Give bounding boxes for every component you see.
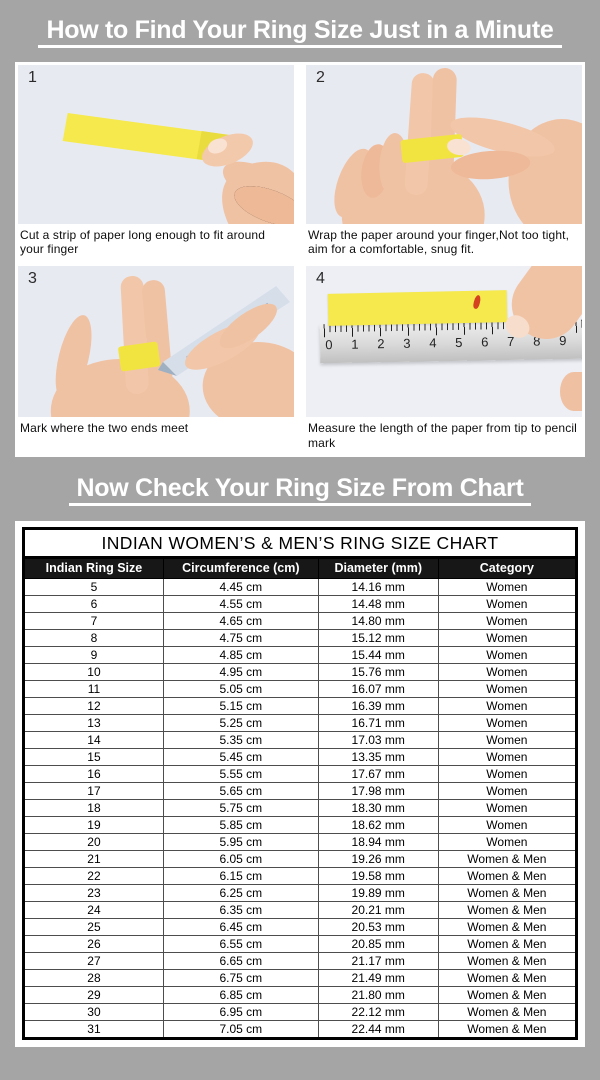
ring-size-cell: 15.76 mm xyxy=(318,663,438,680)
ring-size-cell: 16.07 mm xyxy=(318,680,438,697)
ring-size-cell: Women & Men xyxy=(438,901,576,918)
ring-size-cell: 4.95 cm xyxy=(163,663,318,680)
ring-size-cell: 22 xyxy=(24,867,164,884)
ring-size-cell: Women & Men xyxy=(438,918,576,935)
step-4-number: 4 xyxy=(316,270,325,288)
ring-size-row xyxy=(24,833,577,850)
step-3-photo xyxy=(18,266,294,417)
ring-size-cell: 6.05 cm xyxy=(163,850,318,867)
ring-size-cell: 19 xyxy=(24,816,164,833)
page-title xyxy=(0,14,600,47)
paper-strip-illustration xyxy=(18,65,294,224)
ring-size-cell: 21.17 mm xyxy=(318,952,438,969)
ring-size-cell: 4.55 cm xyxy=(163,595,318,612)
step-1 xyxy=(18,65,294,261)
ring-size-cell: 19.89 mm xyxy=(318,884,438,901)
ring-size-cell: 15.12 mm xyxy=(318,629,438,646)
ring-size-cell: 6.75 cm xyxy=(163,969,318,986)
step-3-caption: Mark where the two ends meet xyxy=(20,421,189,436)
ring-size-cell: 4.45 cm xyxy=(163,578,318,595)
ruler-number: 2 xyxy=(376,336,385,352)
step-2 xyxy=(306,65,582,261)
step-1-number: 1 xyxy=(28,68,37,86)
step-2-photo xyxy=(306,65,582,224)
ring-size-cell: 5.75 cm xyxy=(163,799,318,816)
ring-size-row xyxy=(24,714,577,731)
ring-size-cell: 17.03 mm xyxy=(318,731,438,748)
step-4 xyxy=(306,266,582,454)
mark-paper-illustration xyxy=(18,266,294,417)
ring-size-cell: Women xyxy=(438,714,576,731)
ring-size-cell: 18.62 mm xyxy=(318,816,438,833)
ring-size-row xyxy=(24,680,577,697)
ruler-number: 4 xyxy=(428,335,437,351)
ring-size-cell: 16 xyxy=(24,765,164,782)
ring-size-cell: 20.85 mm xyxy=(318,935,438,952)
ring-size-cell: 21 xyxy=(24,850,164,867)
ruler-number: 8 xyxy=(532,333,541,349)
ring-size-cell: Women xyxy=(438,816,576,833)
step-2-number: 2 xyxy=(316,68,325,86)
ring-size-cell: 5.25 cm xyxy=(163,714,318,731)
ring-size-cell: 5.85 cm xyxy=(163,816,318,833)
ring-size-row xyxy=(24,646,577,663)
ring-size-cell: 18 xyxy=(24,799,164,816)
ring-size-cell: 19.26 mm xyxy=(318,850,438,867)
steps-panel xyxy=(15,62,585,458)
ring-size-row xyxy=(24,918,577,935)
ring-size-cell: 17.98 mm xyxy=(318,782,438,799)
ring-size-row xyxy=(24,765,577,782)
header-category: Category xyxy=(438,557,576,578)
ring-size-row xyxy=(24,1020,577,1038)
ring-size-cell: 29 xyxy=(24,986,164,1003)
ring-size-cell: 25 xyxy=(24,918,164,935)
header-indian-ring-size: Indian Ring Size xyxy=(24,557,164,578)
ring-size-cell: 4.65 cm xyxy=(163,612,318,629)
ring-size-row xyxy=(24,663,577,680)
ring-size-cell: 6.25 cm xyxy=(163,884,318,901)
ring-size-cell: 5.65 cm xyxy=(163,782,318,799)
ring-size-cell: 26 xyxy=(24,935,164,952)
ring-size-row xyxy=(24,595,577,612)
ruler-number: 9 xyxy=(558,333,567,349)
ring-size-cell: 21.80 mm xyxy=(318,986,438,1003)
corner-fingertip xyxy=(560,372,582,411)
ring-size-cell: Women xyxy=(438,578,576,595)
ring-size-cell: 14.48 mm xyxy=(318,595,438,612)
ring-size-cell: 22.12 mm xyxy=(318,1003,438,1020)
chart-header-row xyxy=(24,557,577,578)
ring-size-cell: Women xyxy=(438,748,576,765)
ruler-number: 7 xyxy=(506,334,515,350)
ring-size-cell: 20.53 mm xyxy=(318,918,438,935)
ruler-number: 3 xyxy=(402,335,411,351)
ring-size-cell: 6 xyxy=(24,595,164,612)
wrap-finger-illustration xyxy=(306,65,582,224)
ring-size-cell: 5 xyxy=(24,578,164,595)
ring-size-cell: 6.95 cm xyxy=(163,1003,318,1020)
ring-size-cell: Women xyxy=(438,663,576,680)
ring-size-cell: Women xyxy=(438,612,576,629)
ring-size-cell: 6.45 cm xyxy=(163,918,318,935)
ring-size-row xyxy=(24,901,577,918)
ring-size-chart-panel xyxy=(15,521,585,1047)
ruler-number: 5 xyxy=(454,334,463,351)
ring-size-cell: 20.21 mm xyxy=(318,901,438,918)
ring-size-cell: 24 xyxy=(24,901,164,918)
step-3-number: 3 xyxy=(28,270,37,288)
ring-size-cell: 22.44 mm xyxy=(318,1020,438,1038)
ring-size-cell: 5.05 cm xyxy=(163,680,318,697)
ring-size-cell: 8 xyxy=(24,629,164,646)
ring-size-cell: Women xyxy=(438,595,576,612)
ring-size-row xyxy=(24,578,577,595)
ring-size-cell: Women xyxy=(438,697,576,714)
ring-size-cell: 19.58 mm xyxy=(318,867,438,884)
ring-size-cell: 4.75 cm xyxy=(163,629,318,646)
ring-size-row xyxy=(24,748,577,765)
ring-size-cell: Women xyxy=(438,765,576,782)
ring-size-cell: 7.05 cm xyxy=(163,1020,318,1038)
ring-size-cell: 15.44 mm xyxy=(318,646,438,663)
step-2-caption: Wrap the paper around your finger,Not too tight, aim for a comfortable, snug fit. xyxy=(308,227,570,256)
ruler-number: 6 xyxy=(480,334,489,350)
chart-title: INDIAN WOMEN’S & MEN’S RING SIZE CHART xyxy=(24,528,577,557)
ring-size-cell: 5.35 cm xyxy=(163,731,318,748)
ring-size-row xyxy=(24,952,577,969)
ring-size-cell: 12 xyxy=(24,697,164,714)
ring-size-cell: Women & Men xyxy=(438,952,576,969)
ruler-number: 1 xyxy=(350,336,359,352)
ring-size-cell: 14 xyxy=(24,731,164,748)
ring-size-table xyxy=(22,527,578,1040)
ring-size-row xyxy=(24,935,577,952)
ring-size-row xyxy=(24,1003,577,1020)
ring-size-cell: 18.94 mm xyxy=(318,833,438,850)
ring-size-cell: 14.16 mm xyxy=(318,578,438,595)
ring-size-row xyxy=(24,884,577,901)
ring-size-cell: Women xyxy=(438,782,576,799)
step-3 xyxy=(18,266,294,454)
ring-size-cell: 20 xyxy=(24,833,164,850)
chart-section-title xyxy=(0,472,600,505)
ring-size-cell: Women xyxy=(438,799,576,816)
ring-size-cell: Women xyxy=(438,629,576,646)
ring-size-row xyxy=(24,986,577,1003)
ring-size-cell: 5.15 cm xyxy=(163,697,318,714)
chart-section-title-text: Now Check Your Ring Size From Chart xyxy=(69,474,532,506)
ring-size-cell: 17 xyxy=(24,782,164,799)
ring-size-row xyxy=(24,782,577,799)
ring-size-row xyxy=(24,969,577,986)
ring-size-cell: Women & Men xyxy=(438,935,576,952)
ring-size-cell: 31 xyxy=(24,1020,164,1038)
ring-size-cell: Women & Men xyxy=(438,867,576,884)
header-circumference: Circumference (cm) xyxy=(163,557,318,578)
ring-size-cell: 16.71 mm xyxy=(318,714,438,731)
ring-size-row xyxy=(24,697,577,714)
ring-size-cell: 5.45 cm xyxy=(163,748,318,765)
ring-size-cell: 23 xyxy=(24,884,164,901)
yellow-paper-strip xyxy=(328,290,508,325)
ring-size-cell: 17.67 mm xyxy=(318,765,438,782)
ruler-numbers xyxy=(325,333,566,352)
ring-size-row xyxy=(24,850,577,867)
ring-size-cell: 6.35 cm xyxy=(163,901,318,918)
ring-size-cell: 5.95 cm xyxy=(163,833,318,850)
ring-size-cell: 30 xyxy=(24,1003,164,1020)
ring-size-cell: 16.39 mm xyxy=(318,697,438,714)
ring-size-cell: 9 xyxy=(24,646,164,663)
ring-size-cell: Women xyxy=(438,646,576,663)
ring-size-cell: 28 xyxy=(24,969,164,986)
ring-size-cell: Women xyxy=(438,833,576,850)
ring-size-cell: Women & Men xyxy=(438,884,576,901)
step-4-caption: Measure the length of the paper from tip to pencil mark xyxy=(308,421,577,450)
ring-size-row xyxy=(24,867,577,884)
ring-size-cell: Women & Men xyxy=(438,986,576,1003)
ring-size-cell: 6.85 cm xyxy=(163,986,318,1003)
ring-size-cell: Women xyxy=(438,680,576,697)
ring-size-cell: 14.80 mm xyxy=(318,612,438,629)
ring-size-row xyxy=(24,799,577,816)
ring-size-row xyxy=(24,629,577,646)
ring-size-cell: 10 xyxy=(24,663,164,680)
ring-size-cell: 4.85 cm xyxy=(163,646,318,663)
page-title-text: How to Find Your Ring Size Just in a Minute xyxy=(38,16,561,48)
ring-size-cell: 21.49 mm xyxy=(318,969,438,986)
ring-size-cell: Women & Men xyxy=(438,1003,576,1020)
ring-size-cell: Women & Men xyxy=(438,1020,576,1038)
ring-size-row xyxy=(24,816,577,833)
ring-size-cell: 15 xyxy=(24,748,164,765)
step-1-caption: Cut a strip of paper long enough to fit around your finger xyxy=(20,227,266,256)
ring-size-cell: 6.65 cm xyxy=(163,952,318,969)
ring-size-row xyxy=(24,612,577,629)
ruler-number: 0 xyxy=(324,337,333,353)
header-diameter: Diameter (mm) xyxy=(318,557,438,578)
ring-size-cell: Women & Men xyxy=(438,850,576,867)
ring-size-cell: 13.35 mm xyxy=(318,748,438,765)
step-1-photo xyxy=(18,65,294,224)
ring-size-cell: Women xyxy=(438,731,576,748)
chart-title-row xyxy=(24,528,577,557)
ring-size-cell: 6.55 cm xyxy=(163,935,318,952)
ring-size-cell: 27 xyxy=(24,952,164,969)
ring-size-cell: 11 xyxy=(24,680,164,697)
ring-size-row xyxy=(24,731,577,748)
ring-size-cell: 13 xyxy=(24,714,164,731)
ring-size-cell: 5.55 cm xyxy=(163,765,318,782)
ring-size-cell: 7 xyxy=(24,612,164,629)
ring-size-cell: 18.30 mm xyxy=(318,799,438,816)
ring-size-cell: Women & Men xyxy=(438,969,576,986)
ring-size-cell: 6.15 cm xyxy=(163,867,318,884)
step-4-photo xyxy=(306,266,582,417)
